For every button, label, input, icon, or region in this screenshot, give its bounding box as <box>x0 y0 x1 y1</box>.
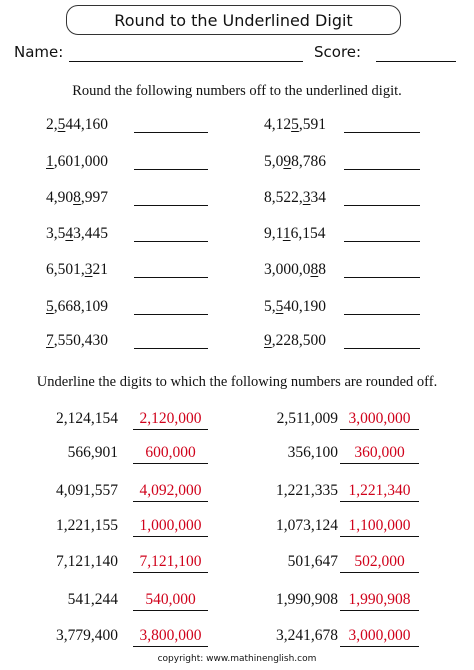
rounded-row <box>20 482 220 506</box>
number-suffix: 44,160 <box>65 116 108 133</box>
number-suffix: 6,154 <box>290 225 326 242</box>
number-prefix: 5,0 <box>264 153 284 170</box>
original-number: 2,124,154 <box>56 410 118 427</box>
problem-number <box>264 261 326 279</box>
answer-blank[interactable] <box>134 205 208 206</box>
answer-blank[interactable] <box>134 314 208 315</box>
problem-number <box>264 153 326 171</box>
answer-blank[interactable] <box>134 132 208 133</box>
rounded-row <box>20 553 220 577</box>
rounded-answer[interactable]: 502,000 <box>340 553 419 573</box>
problem-number <box>264 332 326 350</box>
problem-number <box>264 189 326 207</box>
rounded-row <box>20 444 220 468</box>
worksheet-title: Round to the Underlined Digit <box>66 5 401 35</box>
rounded-row <box>240 517 440 541</box>
problem-row <box>46 153 226 177</box>
score-label: Score: <box>314 43 362 61</box>
rounded-answer[interactable]: 3,000,000 <box>340 627 419 647</box>
rounded-row <box>240 444 440 468</box>
answer-blank[interactable] <box>134 241 208 242</box>
number-prefix: 6,501, <box>46 261 85 278</box>
original-number: 3,241,678 <box>276 627 338 644</box>
rounded-answer[interactable]: 1,221,340 <box>340 482 419 502</box>
underlined-digit: 4 <box>65 225 74 242</box>
rounded-answer[interactable]: 1,990,908 <box>340 591 419 611</box>
original-number: 4,091,557 <box>56 482 118 499</box>
original-number: 541,244 <box>67 591 118 608</box>
answer-blank[interactable] <box>134 348 208 349</box>
underlined-digit: 5 <box>275 298 284 315</box>
rounded-answer[interactable]: 7,121,100 <box>133 553 208 573</box>
underlined-digit: 1 <box>282 225 291 242</box>
number-suffix: 21 <box>92 261 108 278</box>
number-suffix: 3,445 <box>73 225 108 242</box>
problem-number <box>46 225 108 243</box>
original-number: 1,073,124 <box>276 517 338 534</box>
number-suffix: ,668,109 <box>53 298 108 315</box>
problem-row <box>264 332 444 356</box>
problem-row <box>264 116 444 140</box>
number-prefix: 3,000,0 <box>264 261 311 278</box>
answer-blank[interactable] <box>344 205 420 206</box>
problem-number <box>264 116 326 134</box>
rounded-row <box>240 482 440 506</box>
number-prefix: 8,522, <box>264 189 303 206</box>
number-suffix: 40,190 <box>283 298 326 315</box>
copyright-footer: copyright: www.mathinenglish.com <box>157 654 317 664</box>
rounded-answer[interactable]: 540,000 <box>133 591 208 611</box>
number-suffix: 34 <box>310 189 326 206</box>
number-suffix: ,601,000 <box>53 153 108 170</box>
problem-number <box>46 298 108 316</box>
problem-row <box>46 332 226 356</box>
answer-blank[interactable] <box>344 132 420 133</box>
underlined-digit: 5 <box>46 298 54 315</box>
problem-number <box>46 261 108 279</box>
rounded-row <box>240 591 440 615</box>
rounded-row <box>20 627 220 651</box>
answer-blank[interactable] <box>344 241 420 242</box>
problem-row <box>264 225 444 249</box>
rounded-row <box>240 410 440 434</box>
problem-row <box>264 298 444 322</box>
problem-row <box>264 189 444 213</box>
rounded-answer[interactable]: 1,000,000 <box>133 517 208 537</box>
rounded-row <box>240 553 440 577</box>
rounded-answer[interactable]: 3,000,000 <box>340 410 419 430</box>
rounded-answer[interactable]: 600,000 <box>133 444 208 464</box>
problem-row <box>46 225 226 249</box>
problem-row <box>46 261 226 285</box>
problem-number <box>264 225 325 243</box>
underlined-digit: 1 <box>46 153 54 170</box>
name-field-line[interactable] <box>69 61 303 62</box>
rounded-answer[interactable]: 1,100,000 <box>340 517 419 537</box>
underlined-digit: 5 <box>57 116 66 133</box>
original-number: 2,511,009 <box>276 410 338 427</box>
number-prefix: 4,90 <box>46 189 74 206</box>
number-prefix: 9,1 <box>264 225 283 242</box>
answer-blank[interactable] <box>344 314 420 315</box>
problem-number <box>46 332 108 350</box>
underlined-digit: 7 <box>46 332 54 349</box>
problem-number <box>264 298 326 316</box>
original-number: 566,901 <box>67 444 118 461</box>
underlined-digit: 5 <box>291 116 299 133</box>
underlined-digit: 8 <box>310 261 319 278</box>
rounded-row <box>20 517 220 541</box>
name-label: Name: <box>14 43 64 61</box>
problem-number <box>46 189 108 207</box>
rounded-row <box>20 410 220 434</box>
rounded-row <box>20 591 220 615</box>
problem-row <box>264 261 444 285</box>
number-suffix: ,550,430 <box>53 332 108 349</box>
problem-number <box>46 153 108 171</box>
number-suffix: 8,786 <box>291 153 326 170</box>
answer-blank[interactable] <box>344 348 420 349</box>
problem-row <box>264 153 444 177</box>
name-score-row <box>14 43 459 65</box>
underlined-digit: 9 <box>283 153 292 170</box>
number-prefix: 3,5 <box>46 225 66 242</box>
answer-blank[interactable] <box>344 277 420 278</box>
answer-blank[interactable] <box>344 169 420 170</box>
original-number: 3,779,400 <box>56 627 118 644</box>
rounded-answer[interactable]: 3,800,000 <box>133 627 208 647</box>
problem-row <box>46 116 226 140</box>
number-suffix: ,997 <box>80 189 108 206</box>
problem-row <box>46 298 226 322</box>
problem-number <box>46 116 108 134</box>
rounded-answer[interactable]: 360,000 <box>340 444 419 464</box>
original-number: 501,647 <box>287 553 338 570</box>
section1-instruction: Round the following numbers off to the underlined digit. <box>72 83 402 99</box>
rounded-row <box>240 627 440 651</box>
original-number: 356,100 <box>287 444 338 461</box>
number-suffix: ,228,500 <box>271 332 326 349</box>
answer-blank[interactable] <box>134 169 208 170</box>
underlined-digit: 9 <box>264 332 272 349</box>
original-number: 1,990,908 <box>276 591 338 608</box>
rounded-answer[interactable]: 2,120,000 <box>133 410 208 430</box>
number-prefix: 5, <box>264 298 276 315</box>
underlined-digit: 3 <box>84 261 93 278</box>
number-suffix: 8 <box>318 261 326 278</box>
number-suffix: ,591 <box>298 116 326 133</box>
original-number: 1,221,155 <box>56 517 118 534</box>
original-number: 7,121,140 <box>56 553 118 570</box>
score-field-line[interactable] <box>376 61 456 62</box>
answer-blank[interactable] <box>134 277 208 278</box>
underlined-digit: 3 <box>302 189 311 206</box>
problem-row <box>46 189 226 213</box>
original-number: 1,221,335 <box>276 482 338 499</box>
rounded-answer[interactable]: 4,092,000 <box>133 482 208 502</box>
underlined-digit: 8 <box>73 189 81 206</box>
number-prefix: 4,12 <box>264 116 292 133</box>
section2-instruction: Underline the digits to which the following numbers are rounded off. <box>36 374 438 390</box>
number-prefix: 2, <box>46 116 58 133</box>
